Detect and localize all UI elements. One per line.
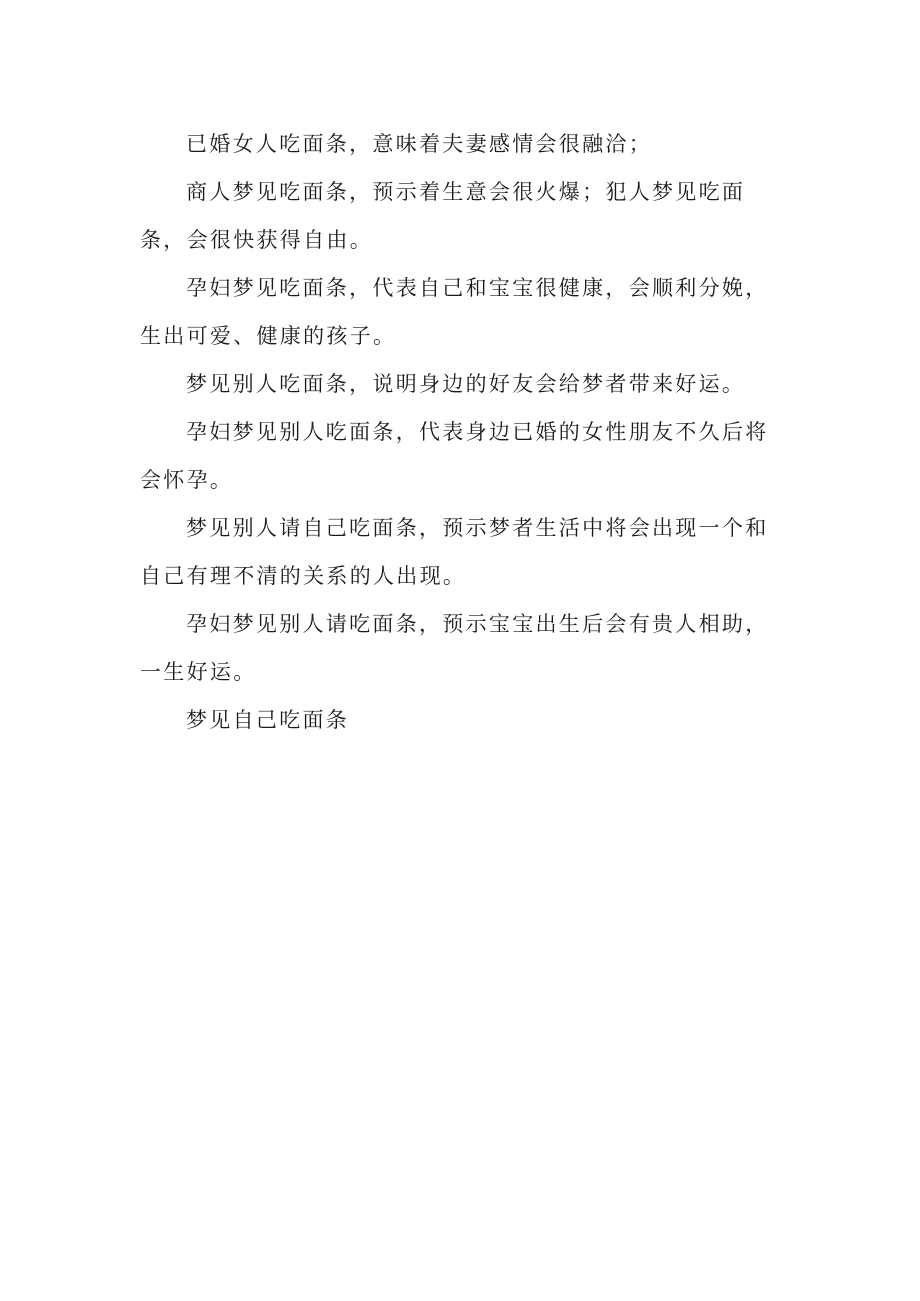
paragraph: 孕妇梦见别人吃面条，代表身边已婚的女性朋友不久后将会怀孕。 xyxy=(140,420,769,492)
document-body xyxy=(140,120,780,744)
paragraph: 孕妇梦见别人请吃面条，预示宝宝出生后会有贵人相助，一生好运。 xyxy=(140,612,769,684)
paragraph: 梦见别人请自己吃面条，预示梦者生活中将会出现一个和自己有理不清的关系的人出现。 xyxy=(140,516,769,588)
paragraph: 梦见自己吃面条 xyxy=(186,708,350,732)
paragraph: 已婚女人吃面条，意味着夫妻感情会很融洽； xyxy=(186,132,652,156)
paragraph: 孕妇梦见吃面条，代表自己和宝宝很健康，会顺利分娩，生出可爱、健康的孩子。 xyxy=(140,276,769,348)
paragraph: 梦见别人吃面条，说明身边的好友会给梦者带来好运。 xyxy=(186,372,746,396)
paragraph: 商人梦见吃面条，预示着生意会很火爆；犯人梦见吃面条，会很快获得自由。 xyxy=(140,180,746,252)
